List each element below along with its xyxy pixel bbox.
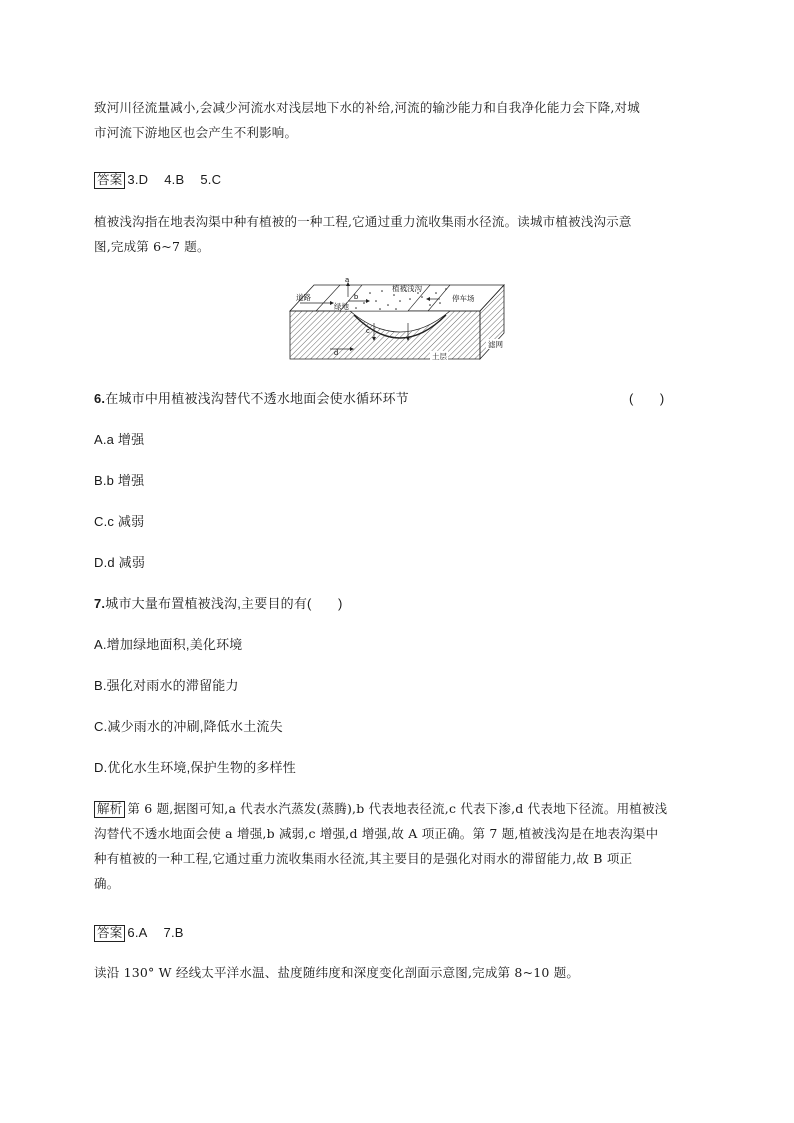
intro-paragraph bbox=[94, 95, 706, 145]
q7-option-b[interactable]: B.强化对雨水的滞留能力 bbox=[94, 678, 239, 693]
analysis-line-2: 沟替代不透水地面会使 a 增强,b 减弱,c 增强,d 增强,故 A 项正确。第 7 题,植被浅沟是在地表沟渠中 bbox=[94, 826, 659, 841]
q7-option-d[interactable]: D.优化水生环境,保护生物的多样性 bbox=[94, 760, 297, 775]
answer-3: 3.D bbox=[127, 172, 149, 187]
analysis-tag: 解析 bbox=[94, 801, 125, 818]
q6-stem: 在城市中用植被浅沟替代不透水地面会使水循环环节 bbox=[105, 391, 409, 406]
swale-diagram bbox=[290, 275, 504, 363]
q6-option-b[interactable]: B.b 增强 bbox=[94, 473, 145, 488]
q7-number: 7. bbox=[94, 596, 106, 611]
answer-tag: 答案 bbox=[94, 172, 125, 189]
answer-7: 7.B bbox=[163, 925, 184, 940]
q6-number: 6. bbox=[94, 391, 106, 406]
answer-4: 4.B bbox=[164, 172, 185, 187]
question-6 bbox=[94, 386, 706, 411]
label-soil: 土层 bbox=[432, 352, 447, 361]
passage-line-1: 植被浅沟指在地表沟渠中种有植被的一种工程,它通过重力流收集雨水径流。读城市植被浅沟示意 bbox=[94, 214, 632, 229]
question-7 bbox=[94, 591, 706, 616]
label-filter: 滤网 bbox=[488, 340, 503, 349]
analysis-line-3: 种有植被的一种工程,它通过重力流收集雨水径流,其主要目的是强化对雨水的滞留能力,故 B 项正 bbox=[94, 851, 633, 866]
analysis-line-4: 确。 bbox=[94, 876, 120, 891]
analysis-block bbox=[94, 796, 706, 896]
label-road: 道路 bbox=[296, 293, 311, 302]
answer-5: 5.C bbox=[200, 172, 222, 187]
q6-option-c[interactable]: C.c 减弱 bbox=[94, 514, 145, 529]
analysis-line-1: 解析 第 6 题,据图可知,a 代表水汽蒸发(蒸腾),b 代表地表径流,c 代表下渗,d 代表地下径流。用植被浅 bbox=[94, 796, 706, 821]
answer-block-1 bbox=[94, 167, 706, 192]
q6-option-a[interactable]: A.a 增强 bbox=[94, 432, 145, 447]
q7-stem: 城市大量布置植被浅沟,主要目的有( ) bbox=[105, 596, 343, 611]
label-b: b bbox=[354, 292, 359, 301]
q7-option-a[interactable]: A.增加绿地面积,美化环境 bbox=[94, 637, 243, 652]
label-d: d bbox=[334, 348, 339, 357]
passage3-line-1: 读沿 130° W 经线太平洋水温、盐度随纬度和深度变化剖面示意图,完成第 8~10 题。 bbox=[94, 965, 580, 980]
label-parking: 停车场 bbox=[452, 294, 475, 303]
q7-option-c[interactable]: C.减少雨水的冲刷,降低水土流失 bbox=[94, 719, 283, 734]
label-green: 绿地 bbox=[334, 302, 349, 311]
passage-line-2: 图,完成第 6~7 题。 bbox=[94, 239, 210, 254]
q6-option-d[interactable]: D.d 减弱 bbox=[94, 555, 146, 570]
answer-tag-2: 答案 bbox=[94, 925, 125, 942]
label-a: a bbox=[345, 275, 350, 284]
intro-line-2: 市河流下游地区也会产生不利影响。 bbox=[94, 125, 298, 140]
q6-answer-paren: ( ) bbox=[629, 391, 665, 406]
intro-line-1: 致河川径流量减小,会减少河流水对浅层地下水的补给,河流的输沙能力和自我净化能力会下降,对城 bbox=[94, 100, 640, 115]
answer-6: 6.A bbox=[127, 925, 148, 940]
passage-swale bbox=[94, 209, 706, 259]
passage-pacific bbox=[94, 960, 706, 985]
label-swale: 植被浅沟 bbox=[392, 284, 422, 293]
answer-block-2 bbox=[94, 920, 706, 945]
label-c: c bbox=[366, 326, 370, 335]
